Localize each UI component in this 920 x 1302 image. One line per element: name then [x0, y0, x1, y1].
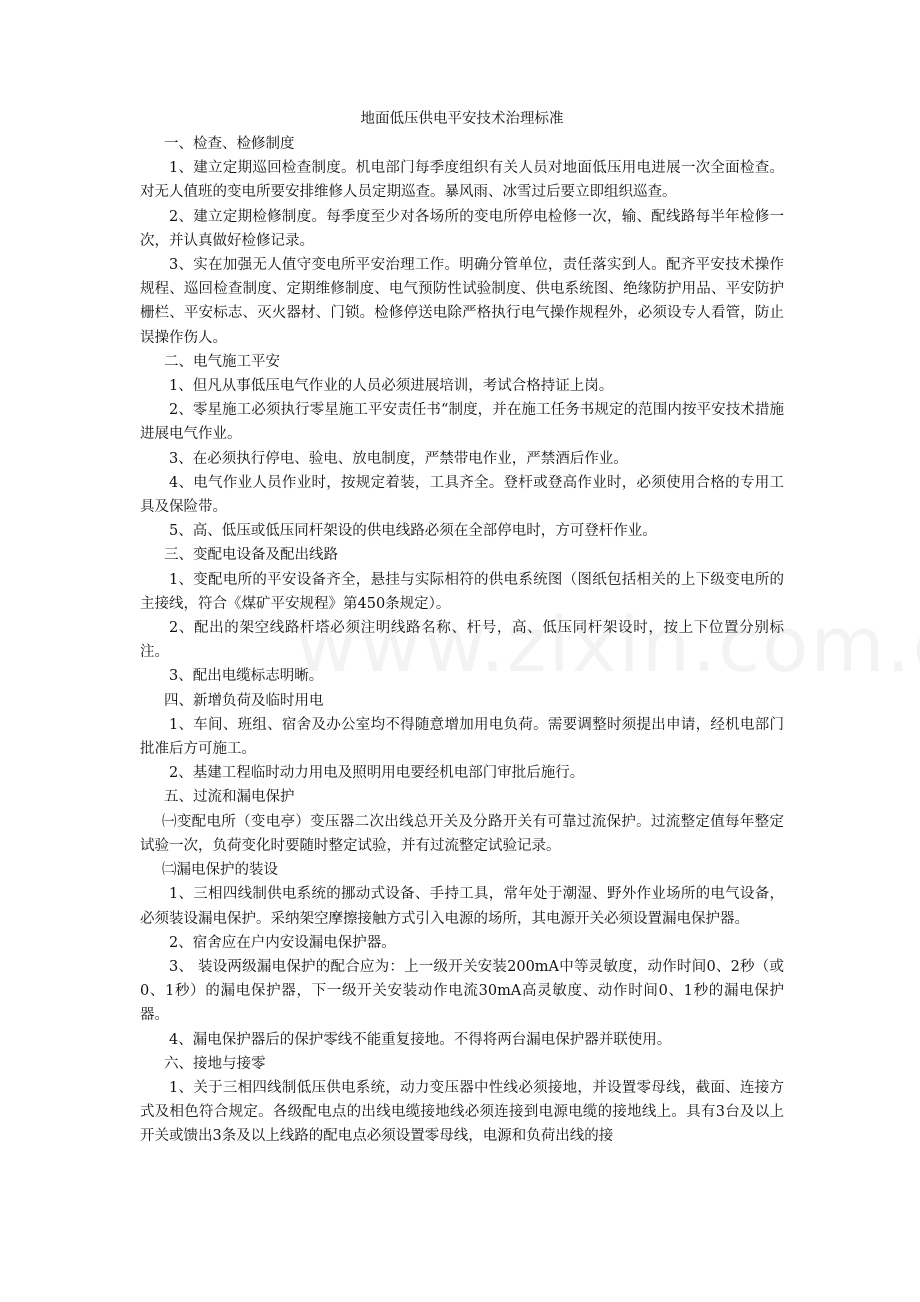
paragraph: 4、漏电保护器后的保护零线不能重复接地。不得将两台漏电保护器并联使用。 — [169, 1031, 672, 1048]
paragraph: 2、零星施工必须执行零星施工平安责任书“制度，并在施工任务书规定的范围内按平安技术措施进展电气作业。 — [140, 402, 784, 443]
paragraph: 2、建立定期检修制度。每季度至少对各场所的变电所停电检修一次，输、配线路每半年检修一次，并认真做好检修记录。 — [140, 208, 784, 249]
paragraph: 1、车间、班组、宿舍及办公室均不得随意增加用电负荷。需要调整时须提出申请，经机电部门批准后方可施工。 — [140, 716, 784, 758]
paragraph: 1、三相四线制供电系统的挪动式设备、手持工具，常年处于潮湿、野外作业场所的电气设备，必须装设漏电保护。采纳架空摩擦接触方式引入电源的场所，其电源开关必须设置漏电保护器。 — [140, 886, 784, 927]
paragraph: 4、电气作业人员作业时，按规定着装，工具齐全。登杆或登高作业时，必须使用合格的专用工具及保险带。 — [140, 474, 784, 516]
paragraph: 1、但凡从事低压电气作业的人员必须进展培训，考试合格持证上岗。 — [169, 378, 614, 395]
paragraph: 3、配出电缆标志明晰。 — [169, 668, 324, 685]
section-heading: 六、接地与接零 — [164, 1055, 266, 1072]
paragraph: 2、基建工程临时动力用电及照明用电要经机电部门审批后施行。 — [169, 765, 585, 782]
paragraph: 1、建立定期巡回检查制度。机电部门每季度组织有关人员对地面低压用电进展一次全面检查。对无人值班的变电所要安排维修人员定期巡查。暴风雨、冰雪过后要立即组织巡查。 — [140, 160, 784, 201]
document-title: 地面低压供电平安技术治理标准 — [360, 111, 564, 127]
paragraph: 3、 装设两级漏电保护的配合应为：上一级开关安装200mA中等灵敏度，动作时间0、2秒（或0、1秒）的漏电保护器，下一级开关安装动作电流30mA高灵敏度、动作时间0、1秒的漏电保护器。 — [140, 958, 784, 1024]
paragraph: 2、宿舍应在户内安设漏电保护器。 — [169, 934, 396, 951]
paragraph: 3、实在加强无人值守变电所平安治理工作。明确分管单位，责任落实到人。配齐平安技术操作规程、巡回检查制度、定期维修制度、电气预防性试验制度、供电系统图、绝缘防护用品、平安防护栅栏、平安标志、灭火器材、门锁。检修停送电除严格执行电气操作规程外，必须设专人看管，防止误操作伤人。 — [140, 257, 784, 346]
paragraph: 2、配出的架空线路杆塔必须注明线路名称、杆号，高、低压同杆架设时，按上下位置分别标注。 — [140, 620, 784, 661]
paragraph: ㈠变配电所（变电亭）变压器二次出线总开关及分路开关有可靠过流保护。过流整定值每年整定试验一次，负荷变化时要随时整定试验，并有过流整定试验记录。 — [140, 813, 784, 854]
section-heading: 一、检查、检修制度 — [164, 136, 295, 152]
paragraph: 1、关于三相四线制低压供电系统，动力变压器中性线必须接地，并设置零母线，截面、连接方式及相色符合规定。各级配电点的出线电缆接地线必须连接到电源电缆的接地线上。具有3台及以上开关或馈出3条及以上线路的配电点必须设置零母线，电源和负荷出线的接 — [140, 1079, 784, 1145]
paragraph: 1、变配电所的平安设备齐全，悬挂与实际相符的供电系统图（图纸包括相关的上下级变电所的主接线，符合《煤矿平安规程》第450条规定）。 — [140, 571, 784, 612]
document-page — [140, 108, 784, 1149]
paragraph: 3、在必须执行停电、验电、放电制度，严禁带电作业，严禁酒后作业。 — [169, 450, 628, 467]
section-heading: 三、变配电设备及配出线路 — [164, 547, 338, 564]
section-heading: 五、过流和漏电保护 — [164, 789, 295, 806]
section-heading: 四、新增负荷及临时用电 — [164, 692, 324, 709]
section-heading: 二、电气施工平安 — [164, 353, 280, 370]
subsection-heading: ㈡漏电保护的装设 — [162, 862, 278, 879]
paragraph: 5、高、低压或低压同杆架设的供电线路必须在全部停电时，方可登杆作业。 — [169, 523, 657, 540]
